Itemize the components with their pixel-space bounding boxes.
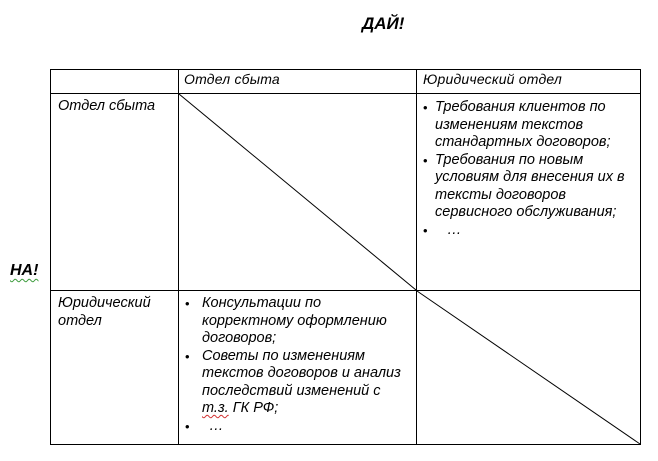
col-header-legal: Юридический отдел: [423, 71, 563, 87]
bullet-icon: •: [185, 296, 190, 311]
cell-legal-to-sales: [185, 295, 411, 435]
bullet-icon: •: [423, 100, 428, 115]
bullet-icon: •: [185, 348, 190, 364]
list-item: • Советы по изменениям текстов договоров и анализ последствий изменений с т.з. ГК РФ;: [185, 347, 401, 416]
list-item: • Требования клиентов по изменениям текстов стандартных договоров;: [423, 99, 611, 150]
give-label: ДАЙ!: [362, 14, 405, 33]
list-item: • Требования по новым условиям для внесения их в тексты договоров сервисного обслуживания;: [423, 151, 625, 220]
cell-sales-to-legal: [423, 99, 637, 239]
bullet-icon: •: [423, 152, 428, 168]
list-item: • Консультации по корректному оформлению договоров;: [185, 295, 387, 346]
list-item: • …: [185, 417, 224, 434]
diagonal-legal-legal: [417, 291, 640, 444]
list-item: • …: [423, 221, 462, 238]
bullet-icon: •: [185, 418, 190, 434]
col-header-sales: Отдел сбыта: [184, 71, 280, 87]
receive-label: НА!: [10, 262, 39, 279]
bullet-icon: •: [423, 222, 428, 238]
spellcheck-word: т.з.: [202, 400, 229, 416]
diagonal-sales-sales: [179, 94, 416, 290]
row-header-sales: Отдел сбыта: [58, 98, 156, 114]
row-header-legal: Юридический отдел: [58, 295, 151, 329]
